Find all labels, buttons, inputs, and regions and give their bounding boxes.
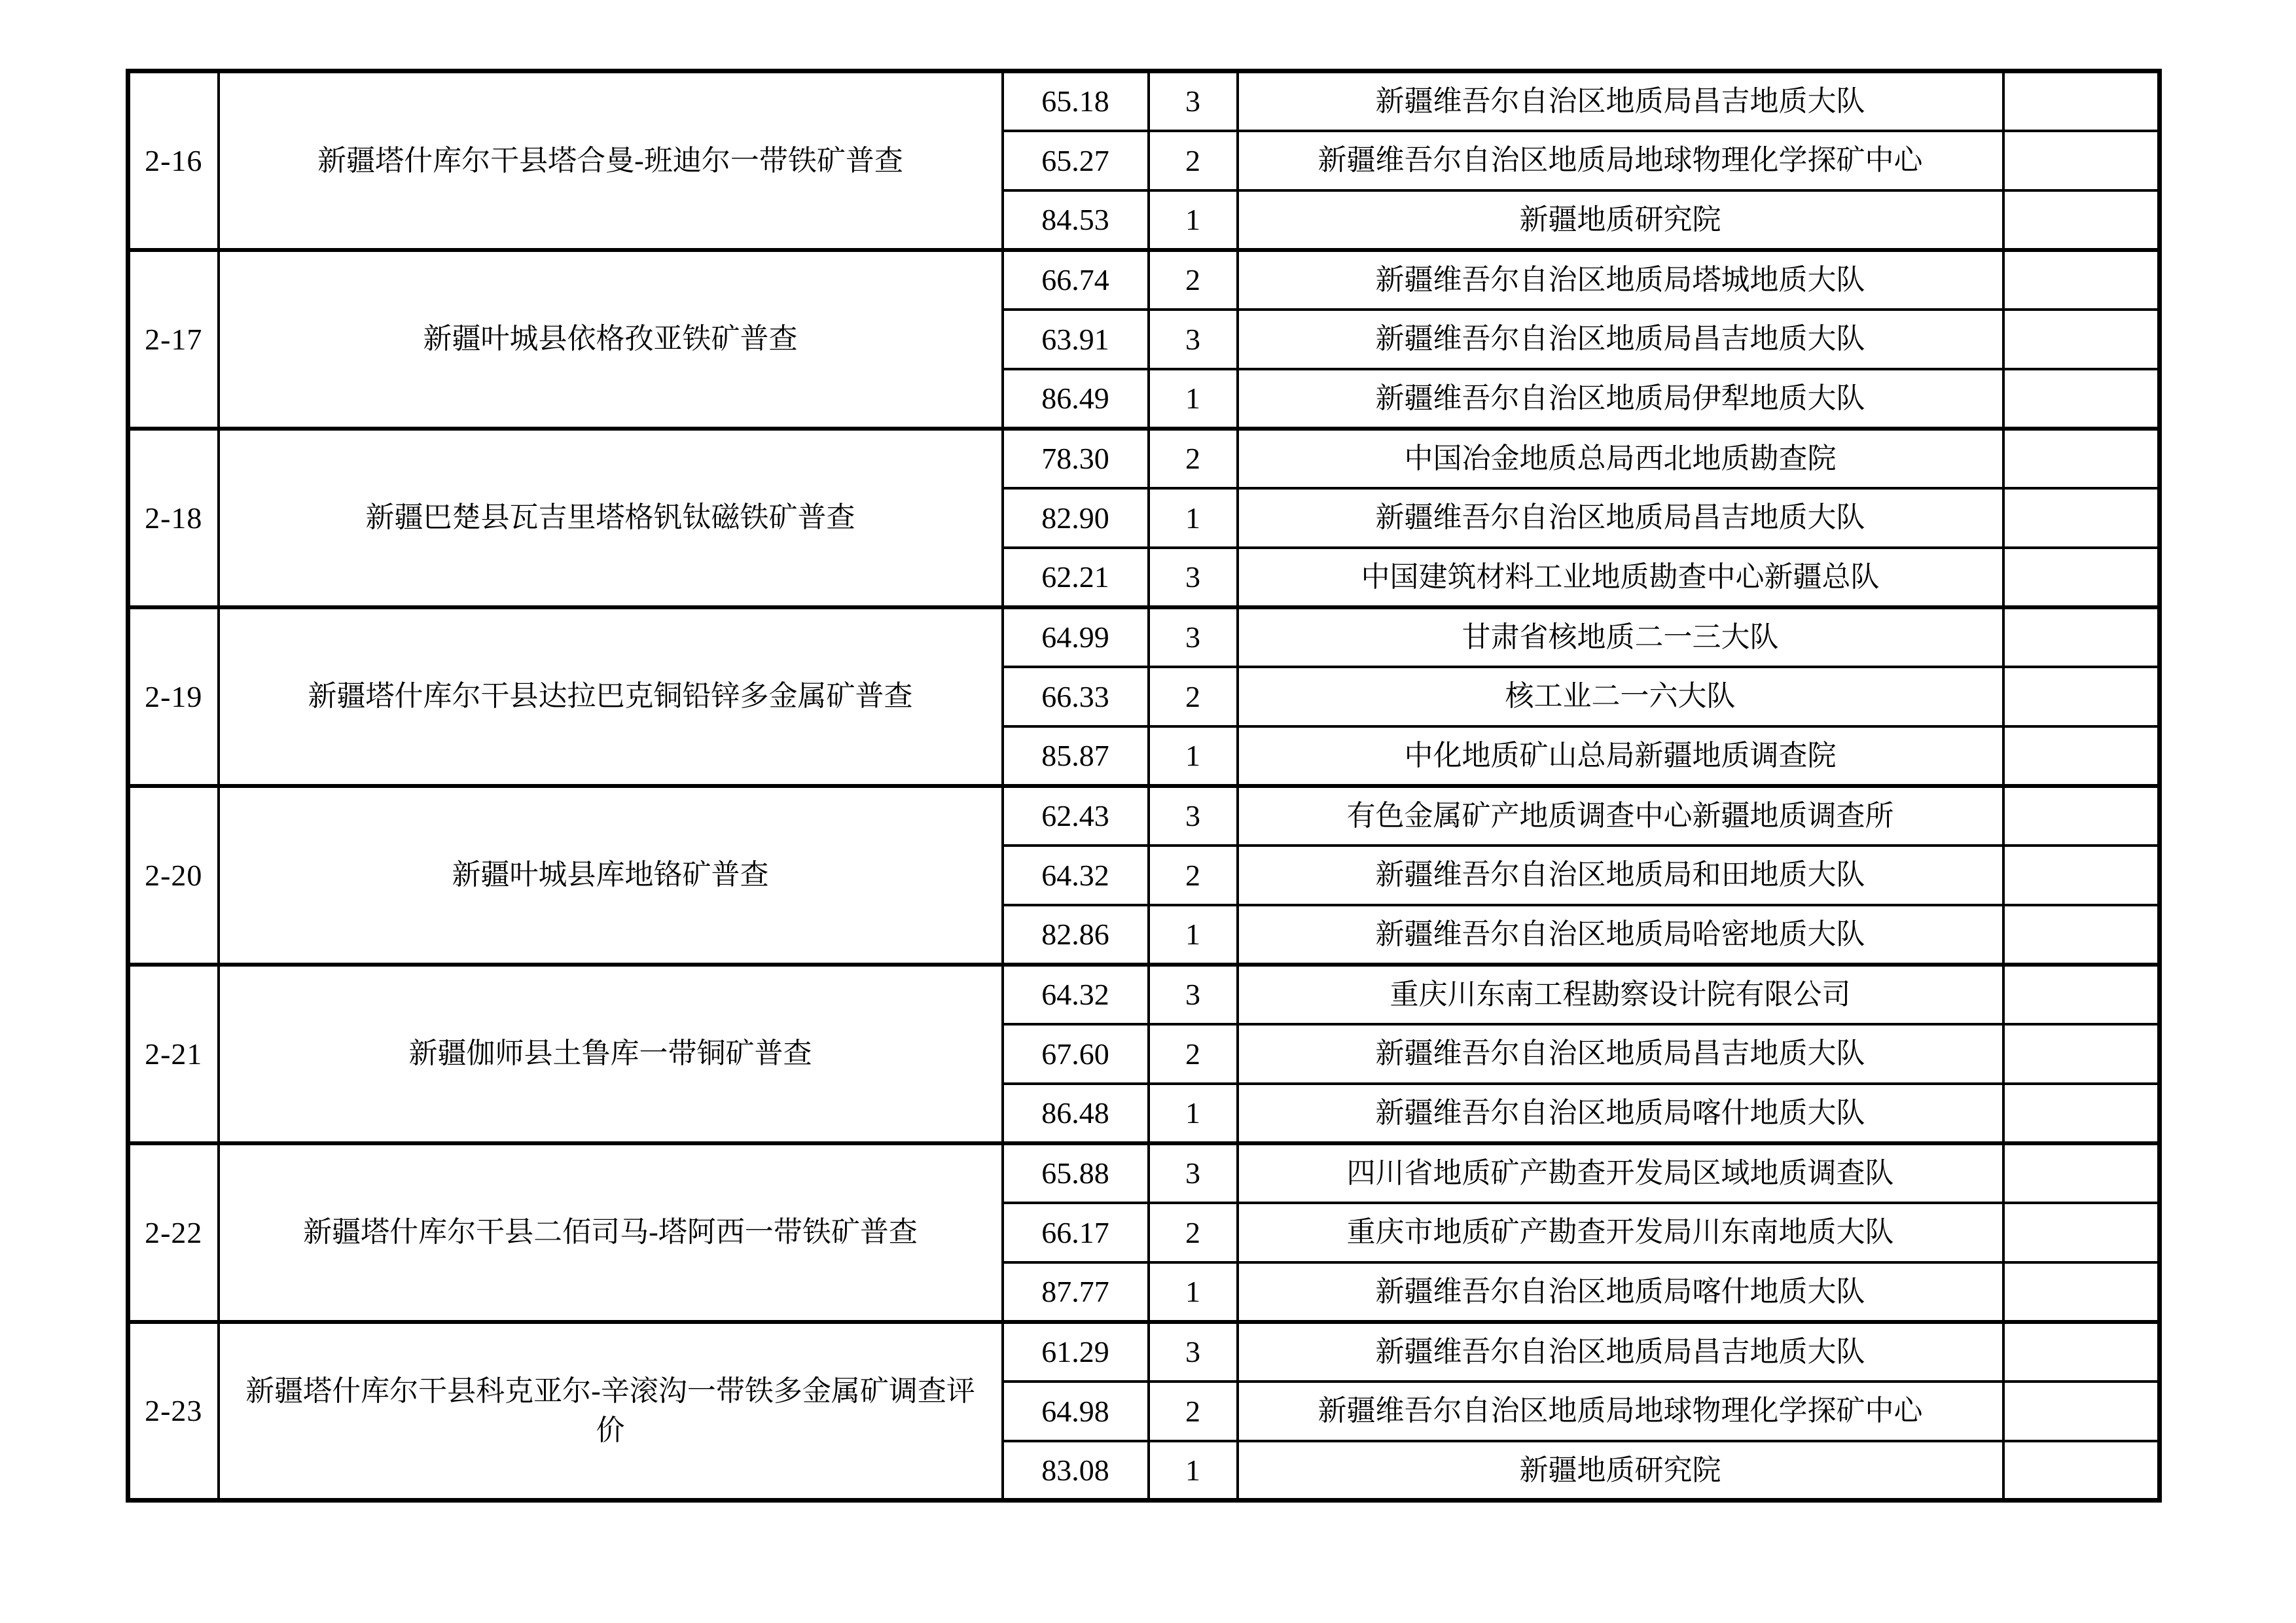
organization-cell: 新疆地质研究院: [1238, 190, 2003, 250]
project-name-cell: 新疆巴楚县瓦吉里塔格钒钛磁铁矿普查: [219, 429, 1003, 607]
organization-cell: 新疆维吾尔自治区地质局塔城地质大队: [1238, 250, 2003, 310]
rank-cell: 2: [1149, 846, 1238, 905]
score-cell: 65.27: [1003, 131, 1149, 190]
rank-cell: 3: [1149, 965, 1238, 1024]
organization-cell: 新疆维吾尔自治区地质局喀什地质大队: [1238, 1084, 2003, 1143]
table-row: [128, 1322, 2160, 1382]
rank-cell: 1: [1149, 726, 1238, 786]
organization-cell: 有色金属矿产地质调查中心新疆地质调查所: [1238, 786, 2003, 846]
remark-empty-cell: [2003, 667, 2160, 726]
remark-empty-cell: [2003, 965, 2160, 1024]
organization-cell: 新疆维吾尔自治区地质局和田地质大队: [1238, 846, 2003, 905]
score-cell: 86.49: [1003, 369, 1149, 429]
score-cell: 64.32: [1003, 965, 1149, 1024]
project-name-cell: 新疆塔什库尔干县科克亚尔-辛滚沟一带铁多金属矿调查评价: [219, 1322, 1003, 1501]
score-cell: 87.77: [1003, 1262, 1149, 1322]
score-cell: 64.98: [1003, 1382, 1149, 1441]
organization-cell: 重庆市地质矿产勘查开发局川东南地质大队: [1238, 1203, 2003, 1262]
remark-empty-cell: [2003, 1203, 2160, 1262]
table-row: [128, 1143, 2160, 1203]
score-cell: 63.91: [1003, 310, 1149, 369]
remark-empty-cell: [2003, 190, 2160, 250]
remark-empty-cell: [2003, 131, 2160, 190]
organization-cell: 新疆维吾尔自治区地质局伊犁地质大队: [1238, 369, 2003, 429]
rank-cell: 3: [1149, 1322, 1238, 1382]
rank-cell: 2: [1149, 250, 1238, 310]
score-cell: 66.33: [1003, 667, 1149, 726]
project-id-cell: 2-18: [128, 429, 219, 607]
score-cell: 84.53: [1003, 190, 1149, 250]
evaluation-ranking-table: [126, 69, 2162, 1503]
project-name-cell: 新疆塔什库尔干县达拉巴克铜铅锌多金属矿普查: [219, 607, 1003, 786]
rank-cell: 3: [1149, 310, 1238, 369]
organization-cell: 新疆维吾尔自治区地质局喀什地质大队: [1238, 1262, 2003, 1322]
remark-empty-cell: [2003, 250, 2160, 310]
organization-cell: 新疆维吾尔自治区地质局哈密地质大队: [1238, 905, 2003, 965]
score-cell: 65.88: [1003, 1143, 1149, 1203]
organization-cell: 新疆地质研究院: [1238, 1441, 2003, 1501]
rank-cell: 2: [1149, 131, 1238, 190]
organization-cell: 甘肃省核地质二一三大队: [1238, 607, 2003, 667]
remark-empty-cell: [2003, 1441, 2160, 1501]
organization-cell: 重庆川东南工程勘察设计院有限公司: [1238, 965, 2003, 1024]
remark-empty-cell: [2003, 786, 2160, 846]
rank-cell: 1: [1149, 905, 1238, 965]
organization-cell: 新疆维吾尔自治区地质局昌吉地质大队: [1238, 1024, 2003, 1084]
rank-cell: 3: [1149, 1143, 1238, 1203]
remark-empty-cell: [2003, 1084, 2160, 1143]
remark-empty-cell: [2003, 1143, 2160, 1203]
score-cell: 62.21: [1003, 548, 1149, 607]
organization-cell: 中化地质矿山总局新疆地质调查院: [1238, 726, 2003, 786]
organization-cell: 中国建筑材料工业地质勘查中心新疆总队: [1238, 548, 2003, 607]
rank-cell: 3: [1149, 71, 1238, 131]
score-cell: 67.60: [1003, 1024, 1149, 1084]
project-name-cell: 新疆叶城县依格孜亚铁矿普查: [219, 250, 1003, 429]
score-cell: 82.86: [1003, 905, 1149, 965]
project-name-cell: 新疆塔什库尔干县塔合曼-班迪尔一带铁矿普查: [219, 71, 1003, 250]
remark-empty-cell: [2003, 1382, 2160, 1441]
score-cell: 65.18: [1003, 71, 1149, 131]
organization-cell: 中国冶金地质总局西北地质勘查院: [1238, 429, 2003, 488]
project-id-cell: 2-19: [128, 607, 219, 786]
rank-cell: 1: [1149, 369, 1238, 429]
remark-empty-cell: [2003, 1262, 2160, 1322]
project-name-cell: 新疆伽师县土鲁库一带铜矿普查: [219, 965, 1003, 1143]
organization-cell: 新疆维吾尔自治区地质局昌吉地质大队: [1238, 1322, 2003, 1382]
organization-cell: 四川省地质矿产勘查开发局区域地质调查队: [1238, 1143, 2003, 1203]
remark-empty-cell: [2003, 488, 2160, 548]
organization-cell: 核工业二一六大队: [1238, 667, 2003, 726]
rank-cell: 2: [1149, 667, 1238, 726]
remark-empty-cell: [2003, 548, 2160, 607]
organization-cell: 新疆维吾尔自治区地质局地球物理化学探矿中心: [1238, 131, 2003, 190]
remark-empty-cell: [2003, 71, 2160, 131]
table-row: [128, 250, 2160, 310]
project-id-cell: 2-16: [128, 71, 219, 250]
rank-cell: 1: [1149, 488, 1238, 548]
table-row: [128, 786, 2160, 846]
remark-empty-cell: [2003, 1024, 2160, 1084]
score-cell: 66.74: [1003, 250, 1149, 310]
remark-empty-cell: [2003, 369, 2160, 429]
table-row: [128, 965, 2160, 1024]
score-cell: 61.29: [1003, 1322, 1149, 1382]
organization-cell: 新疆维吾尔自治区地质局昌吉地质大队: [1238, 488, 2003, 548]
organization-cell: 新疆维吾尔自治区地质局地球物理化学探矿中心: [1238, 1382, 2003, 1441]
score-cell: 85.87: [1003, 726, 1149, 786]
ranking-table-body: [128, 71, 2160, 1501]
score-cell: 66.17: [1003, 1203, 1149, 1262]
table-row: [128, 71, 2160, 131]
remark-empty-cell: [2003, 429, 2160, 488]
score-cell: 83.08: [1003, 1441, 1149, 1501]
project-name-cell: 新疆塔什库尔干县二佰司马-塔阿西一带铁矿普查: [219, 1143, 1003, 1322]
score-cell: 62.43: [1003, 786, 1149, 846]
remark-empty-cell: [2003, 607, 2160, 667]
rank-cell: 2: [1149, 1203, 1238, 1262]
organization-cell: 新疆维吾尔自治区地质局昌吉地质大队: [1238, 310, 2003, 369]
project-id-cell: 2-21: [128, 965, 219, 1143]
score-cell: 78.30: [1003, 429, 1149, 488]
rank-cell: 1: [1149, 1262, 1238, 1322]
rank-cell: 3: [1149, 786, 1238, 846]
project-id-cell: 2-20: [128, 786, 219, 965]
remark-empty-cell: [2003, 310, 2160, 369]
rank-cell: 1: [1149, 1441, 1238, 1501]
rank-cell: 2: [1149, 1024, 1238, 1084]
project-id-cell: 2-17: [128, 250, 219, 429]
rank-cell: 3: [1149, 548, 1238, 607]
score-cell: 64.99: [1003, 607, 1149, 667]
project-id-cell: 2-22: [128, 1143, 219, 1322]
rank-cell: 1: [1149, 190, 1238, 250]
score-cell: 64.32: [1003, 846, 1149, 905]
remark-empty-cell: [2003, 846, 2160, 905]
organization-cell: 新疆维吾尔自治区地质局昌吉地质大队: [1238, 71, 2003, 131]
score-cell: 86.48: [1003, 1084, 1149, 1143]
rank-cell: 3: [1149, 607, 1238, 667]
project-name-cell: 新疆叶城县库地铬矿普查: [219, 786, 1003, 965]
rank-cell: 2: [1149, 429, 1238, 488]
rank-cell: 2: [1149, 1382, 1238, 1441]
remark-empty-cell: [2003, 1322, 2160, 1382]
score-cell: 82.90: [1003, 488, 1149, 548]
remark-empty-cell: [2003, 905, 2160, 965]
project-id-cell: 2-23: [128, 1322, 219, 1501]
rank-cell: 1: [1149, 1084, 1238, 1143]
remark-empty-cell: [2003, 726, 2160, 786]
table-row: [128, 607, 2160, 667]
table-row: [128, 429, 2160, 488]
